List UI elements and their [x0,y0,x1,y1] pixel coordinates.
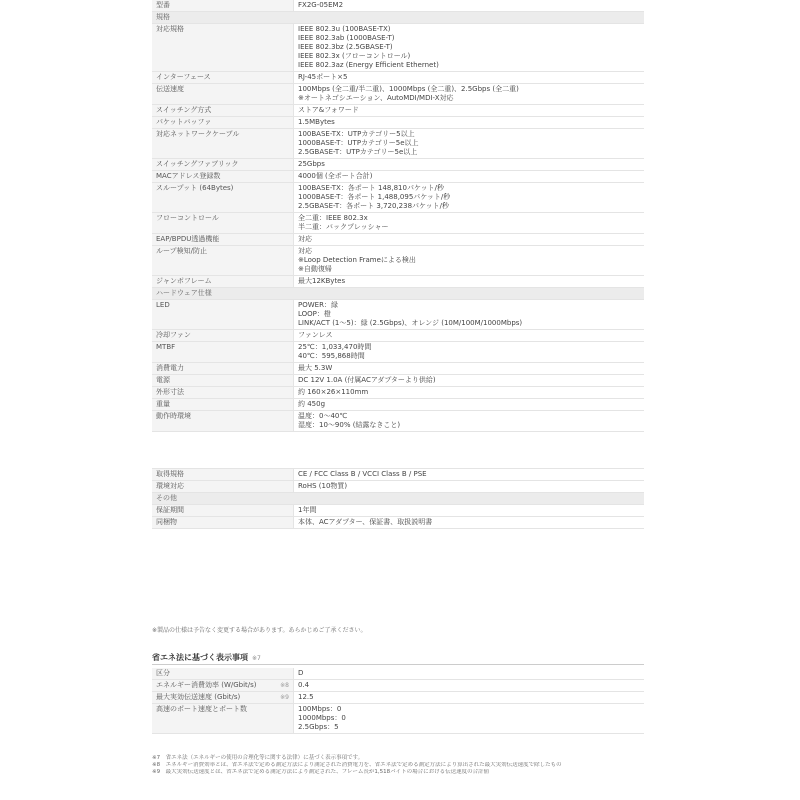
table-section [152,493,644,505]
spec-table [152,0,644,529]
row-footnote-ref: ※8 [280,682,289,689]
row-label [152,668,294,680]
row-value [294,680,645,692]
footnote: ※7 省エネ法（エネルギーの使用の合理化等に関する法律）に基づく表示事項です。 [152,755,364,761]
row-value [294,342,645,363]
table-row [152,213,644,234]
value-line: 最大 5.3W [298,364,333,372]
row-value [294,668,645,680]
row-label: 動作時環境 [152,411,294,432]
row-value [294,234,645,246]
table-row [152,105,644,117]
table-row [152,129,644,159]
table-row [152,375,644,387]
value-line: 4000個 (全ポート合計) [298,172,373,180]
row-label: MACアドレス登録数 [152,171,294,183]
section-title: 規格 [152,12,644,24]
value-line: 100BASE-TX：各ポート 148,810パケット/秒 [298,184,444,192]
value-line: 本体、ACアダプター、保証書、取扱説明書 [298,518,433,526]
row-footnote-ref: ※9 [280,694,289,701]
row-label [152,680,294,692]
footnote: ※9 最大実効伝送速度とは、省エネ法で定める測定方法により測定された、フレーム長が1,518バイトの場合における伝送速度の合計値 [152,769,490,775]
value-line: 湿度：10〜90% (結露なきこと) [298,421,401,429]
table-row [152,183,644,213]
value-line: 1年間 [298,506,317,514]
value-line: 100BASE-TX：UTPカテゴリー5以上 [298,130,415,138]
section-title: ハードウェア仕様 [152,288,644,300]
row-label: 電源 [152,375,294,387]
row-value [294,246,645,276]
value-line: 0.4 [298,681,310,689]
row-label: 伝送速度 [152,84,294,105]
row-value [294,24,645,72]
spec-note: ※製品の仕様は予告なく変更する場合があります。あらかじめご了承ください。 [152,627,367,634]
value-line: ※Loop Detection Frameによる検出 [298,256,416,264]
table-row [152,84,644,105]
table-row [152,481,644,493]
row-value [294,300,645,330]
row-label: 対応ネットワークケーブル [152,129,294,159]
value-line: IEEE 802.3az (Energy Efficient Ethernet) [298,61,439,69]
value-line: 約 450g [298,400,326,408]
table-row [152,387,644,399]
table-row [152,517,644,529]
value-line: 25Gbps [298,160,325,168]
table-row [152,24,644,72]
row-label: 冷却ファン [152,330,294,342]
row-label: スイッチングファブリック [152,159,294,171]
row-value [294,375,645,387]
table-row [152,234,644,246]
table-section [152,288,644,300]
table-row [152,0,644,12]
table-row [152,680,644,692]
row-value [294,129,645,159]
row-value [294,399,645,411]
row-label: 環境対応 [152,481,294,493]
row-label: 取得規格 [152,469,294,481]
row-label: 重量 [152,399,294,411]
table-row [152,363,644,375]
value-line: 2.5Gbps：5 [298,723,339,731]
value-line: RJ-45ポート×5 [298,73,348,81]
value-line: POWER：緑 [298,301,338,309]
value-line: LINK/ACT (1〜5)：緑 (2.5Gbps)、オレンジ (10M/100M/1000Mbps) [298,319,523,327]
row-label: スループット (64Bytes) [152,183,294,213]
value-line: ※自動復帰 [298,265,332,273]
row-value [294,469,645,481]
row-label-text: 最大実効伝送速度 (Gbit/s) [156,693,241,701]
row-value [294,72,645,84]
row-label: LED [152,300,294,330]
row-label: MTBF [152,342,294,363]
row-label: ループ検知/防止 [152,246,294,276]
row-value [294,0,645,12]
table-row [152,342,644,363]
value-line: FX2G-05EM2 [298,1,344,9]
row-value [294,171,645,183]
table-row [152,159,644,171]
row-value [294,692,645,704]
row-label: 外形寸法 [152,387,294,399]
row-label: インターフェース [152,72,294,84]
value-line: ※オートネゴシエーション、AutoMDI/MDI-X対応 [298,94,454,102]
table-row [152,399,644,411]
row-label-text: エネルギー消費効率 (W/Gbit/s) [156,681,257,689]
section-title: その他 [152,493,644,505]
table-row [152,300,644,330]
row-value [294,704,645,734]
row-label: 保証期間 [152,505,294,517]
footnote: ※8 エネルギー消費効率とは、省エネ法で定める測定方法により測定された消費電力を、省エネ法で定める測定方法により算出された最大実効伝送速度で除したもの [152,762,562,768]
row-label-text: 区分 [156,669,170,677]
row-label: 消費電力 [152,363,294,375]
row-label: 同梱物 [152,517,294,529]
value-line: 2.5GBASE-T：各ポート 3,720,238パケット/秒 [298,202,450,210]
value-line: IEEE 802.3bz (2.5GBASE-T) [298,43,393,51]
table-section [152,12,644,24]
row-label: EAP/BPDU透過機能 [152,234,294,246]
value-line: 100Mbps (全二重/半二重)、1000Mbps (全二重)、2.5Gbps (全二重) [298,85,519,93]
row-value [294,105,645,117]
energy-heading-divider [152,664,644,665]
value-line: 1000BASE-T：UTPカテゴリー5e以上 [298,139,419,147]
value-line: IEEE 802.3u (100BASE-TX) [298,25,391,33]
energy-footnotes [152,755,644,776]
row-value [294,84,645,105]
table-row [152,276,644,288]
row-label: スイッチング方式 [152,105,294,117]
value-line: ストア&フォワード [298,106,359,114]
row-label: パケットバッファ [152,117,294,129]
value-line: ファンレス [298,331,333,339]
value-line: 1.5MBytes [298,118,335,126]
energy-heading-title: 省エネ法に基づく表示事項 [152,653,248,662]
energy-table [152,668,644,734]
energy-heading-note: ※7 [252,655,261,662]
value-line: 半二重：バックプレッシャー [298,223,389,231]
row-label-text: 高速のポート速度とポート数 [156,705,247,713]
row-value [294,330,645,342]
value-line: RoHS (10物質) [298,482,348,490]
value-line: LOOP：橙 [298,310,331,318]
row-value [294,517,645,529]
value-line: 対応 [298,247,312,255]
value-line: 温度：0〜40℃ [298,412,348,420]
value-line: IEEE 802.3ab (1000BASE-T) [298,34,395,42]
value-line: 2.5GBASE-T：UTPカテゴリー5e以上 [298,148,418,156]
row-value [294,505,645,517]
row-value [294,117,645,129]
row-value [294,481,645,493]
row-value [294,183,645,213]
row-value [294,411,645,432]
value-line: 12.5 [298,693,314,701]
value-line: 1000Mbps：0 [298,714,346,722]
row-label: フローコントロール [152,213,294,234]
table-row [152,246,644,276]
row-value [294,276,645,288]
row-value [294,213,645,234]
value-line: D [298,669,304,677]
row-label [152,704,294,734]
table-row [152,330,644,342]
value-line: 40℃：595,868時間 [298,352,365,360]
table-row [152,704,644,734]
row-label: ジャンボフレーム [152,276,294,288]
table-row [152,72,644,84]
table-row [152,171,644,183]
value-line: IEEE 802.3x (フローコントロール) [298,52,411,60]
table-row [152,668,644,680]
value-line: 対応 [298,235,312,243]
row-label [152,692,294,704]
row-label: 型番 [152,0,294,12]
value-line: DC 12V 1.0A (付属ACアダプターより供給) [298,376,436,384]
value-line: CE / FCC Class B / VCCI Class B / PSE [298,470,427,478]
value-line: 1000BASE-T：各ポート 1,488,095パケット/秒 [298,193,451,201]
value-line: 最大12KBytes [298,277,346,285]
table-row [152,692,644,704]
table-row [152,505,644,517]
table-row [152,117,644,129]
table-row [152,411,644,432]
row-value [294,363,645,375]
energy-heading [152,652,261,663]
table-gap [152,432,644,469]
table-row [152,469,644,481]
value-line: 全二重：IEEE 802.3x [298,214,368,222]
value-line: 約 160×26×110mm [298,388,369,396]
row-value [294,159,645,171]
row-label: 対応規格 [152,24,294,72]
row-value [294,387,645,399]
value-line: 25℃：1,033,470時間 [298,343,372,351]
value-line: 100Mbps：0 [298,705,342,713]
